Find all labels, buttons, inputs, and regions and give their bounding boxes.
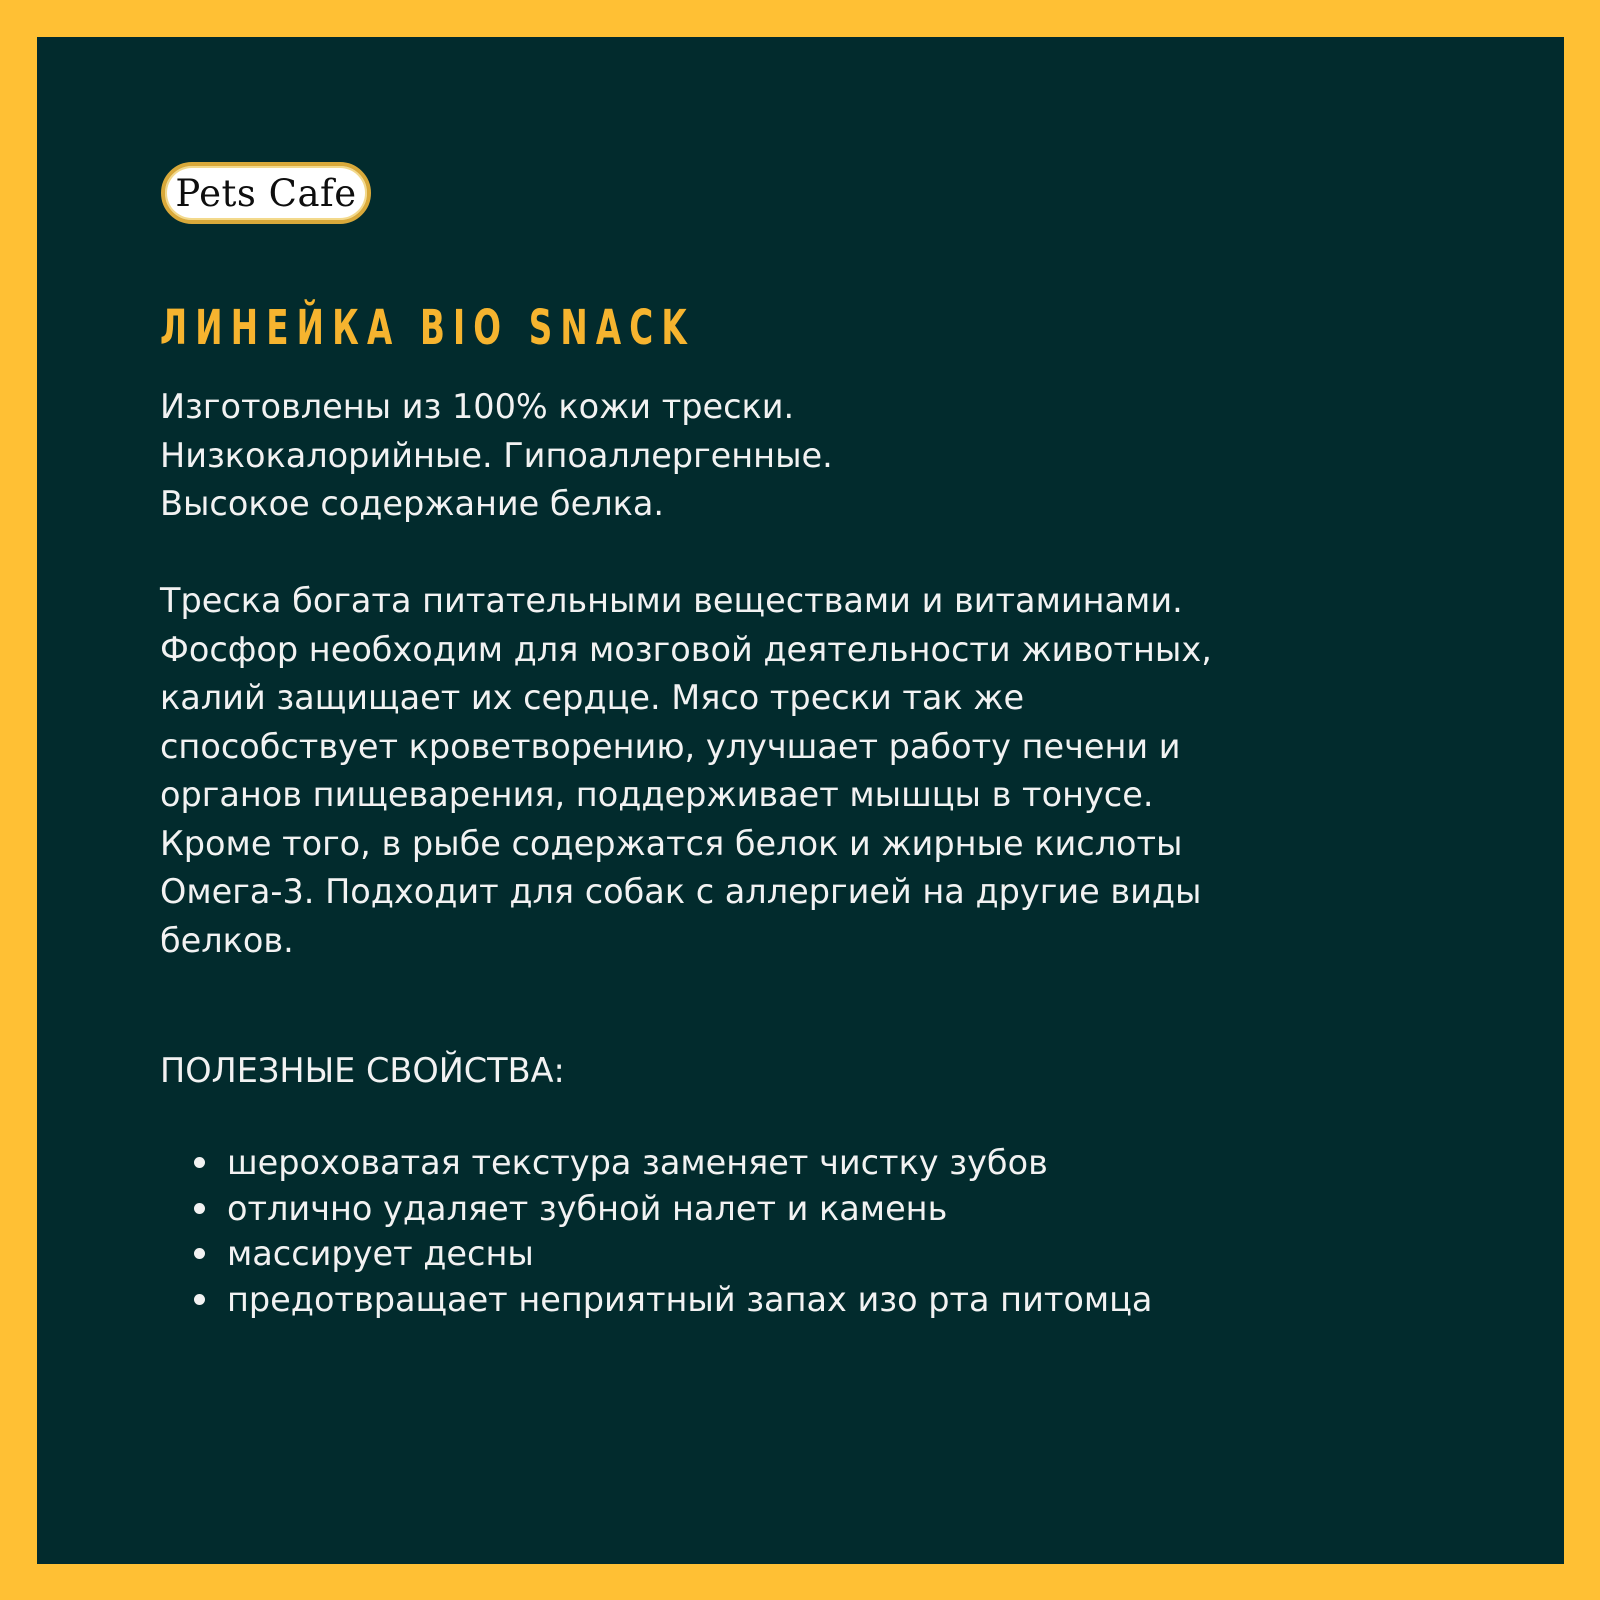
bullet-icon bbox=[194, 1294, 205, 1305]
intro-text bbox=[160, 383, 833, 529]
list-item bbox=[160, 1140, 1152, 1186]
list-item-text: отлично удаляет зубной налет и камень bbox=[227, 1188, 948, 1228]
bullet-icon bbox=[194, 1203, 205, 1214]
list-item-text: массирует десны bbox=[227, 1234, 534, 1273]
list-item bbox=[160, 1186, 1152, 1232]
description-line: Кроме того, в рыбе содержатся белок и жирные кислоты bbox=[160, 823, 1183, 863]
properties-list bbox=[160, 1140, 1152, 1322]
description-line: белков. bbox=[160, 920, 294, 960]
intro-line: Изготовлены из 100% кожи трески. bbox=[160, 387, 795, 426]
brand-logo-text: Pets Cafe bbox=[175, 171, 357, 215]
description-line: Треска богата питательными веществами и витаминами. bbox=[160, 581, 1183, 620]
description-line: способствует кроветворению, улучшает работу печени и bbox=[160, 726, 1181, 766]
list-item-text: предотвращает неприятный запах изо рта питомца bbox=[227, 1279, 1153, 1319]
description-text bbox=[160, 577, 1212, 965]
list-item bbox=[160, 1277, 1152, 1323]
page-title: ЛИНЕЙКА BIO SNACK bbox=[160, 300, 695, 356]
bullet-icon bbox=[194, 1157, 205, 1168]
description-line: органов пищеварения, поддерживает мышцы в тонусе. bbox=[160, 775, 1154, 814]
intro-line: Высокое содержание белка. bbox=[160, 484, 665, 523]
description-line: Омега-3. Подходит для собак с аллергией на другие виды bbox=[160, 872, 1202, 911]
intro-line: Низкокалорийные. Гипоаллергенные. bbox=[160, 435, 833, 475]
bullet-icon bbox=[194, 1248, 205, 1259]
list-item bbox=[160, 1231, 1152, 1277]
brand-logo bbox=[161, 162, 371, 224]
properties-heading: ПОЛЕЗНЫЕ СВОЙСТВА: bbox=[160, 1051, 565, 1090]
list-item-text: шероховатая текстура заменяет чистку зубов bbox=[227, 1143, 1048, 1182]
description-line: калий защищает их сердце. Мясо трески так же bbox=[160, 678, 1025, 717]
description-line: Фосфор необходим для мозговой деятельности животных, bbox=[160, 629, 1212, 669]
